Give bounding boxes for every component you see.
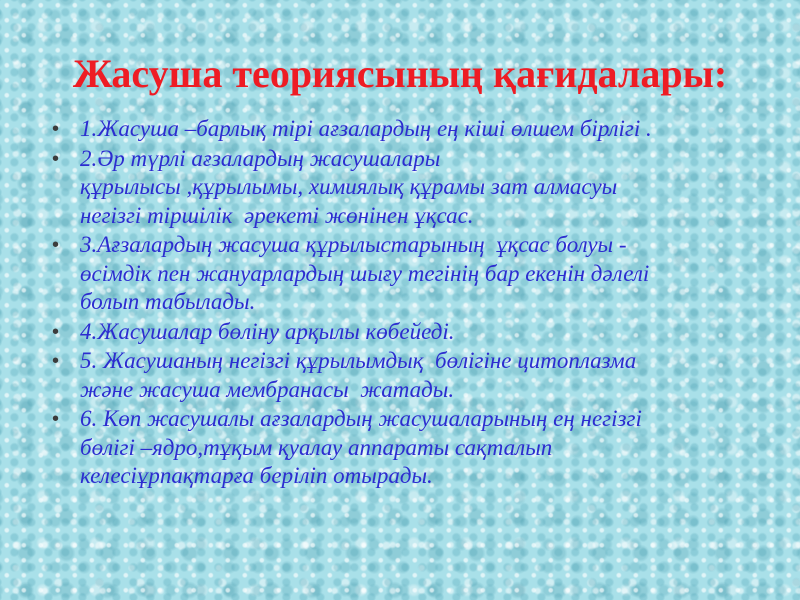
bullet-text [80, 347, 792, 404]
bullet-line: негізгі тіршілік әрекеті жөнінен ұқсас. [80, 202, 474, 228]
bullet-list [52, 115, 792, 492]
bullet-text [80, 115, 792, 144]
bullet-line: 4.Жасушалар бөліну арқылы көбейеді. [80, 318, 455, 344]
bullet-line: келесіұрпақтарға беріліп отырады. [80, 463, 433, 488]
bullet-line: 3.Ағзалардың жасуша құрылыстарының ұқсас болуы - [80, 232, 627, 257]
bullet-text [80, 405, 792, 491]
bullet-line: болып табылады. [80, 289, 256, 314]
bullet-item [52, 115, 792, 144]
bullet-line: 6. Көп жасушалы ағзалардың жасушаларының ең негізгі [80, 406, 642, 431]
bullet-marker: • [52, 118, 60, 140]
bullet-marker: • [52, 350, 60, 372]
bullet-text [80, 231, 792, 317]
bullet-marker: • [52, 234, 60, 256]
bullet-text [80, 318, 792, 347]
bullet-line: құрылысы ,құрылымы, химиялық құрамы зат алмасуы [80, 174, 618, 199]
slide-title: Жасуша теориясының қағидалары: [72, 51, 728, 96]
bullet-line: өсімдік пен жануарлардың шығу тегінің бар екенін дәлелі [80, 260, 650, 286]
bullet-line: 2.Әр түрлі ағзалардың жасушалары [80, 145, 441, 171]
bullet-item [52, 318, 792, 347]
bullet-item [52, 405, 792, 491]
bullet-marker: • [52, 408, 60, 430]
bullet-line: 5. Жасушаның негізгі құрылымдық бөлігіне цитоплазма [80, 348, 637, 373]
bullet-item [52, 145, 792, 231]
bullet-line: 1.Жасуша –барлық тірі ағзалардың ең кіші өлшем бірлігі . [80, 116, 652, 141]
bullet-marker: • [52, 147, 60, 170]
bullet-item [52, 347, 792, 404]
bullet-marker: • [52, 320, 60, 343]
bullet-item [52, 231, 792, 317]
bullet-line: және жасуша мембранасы жатады. [80, 376, 455, 402]
bullet-line: бөлігі –ядро,тұқым қуалау аппараты сақталып [80, 434, 553, 460]
bullet-text [80, 145, 792, 231]
